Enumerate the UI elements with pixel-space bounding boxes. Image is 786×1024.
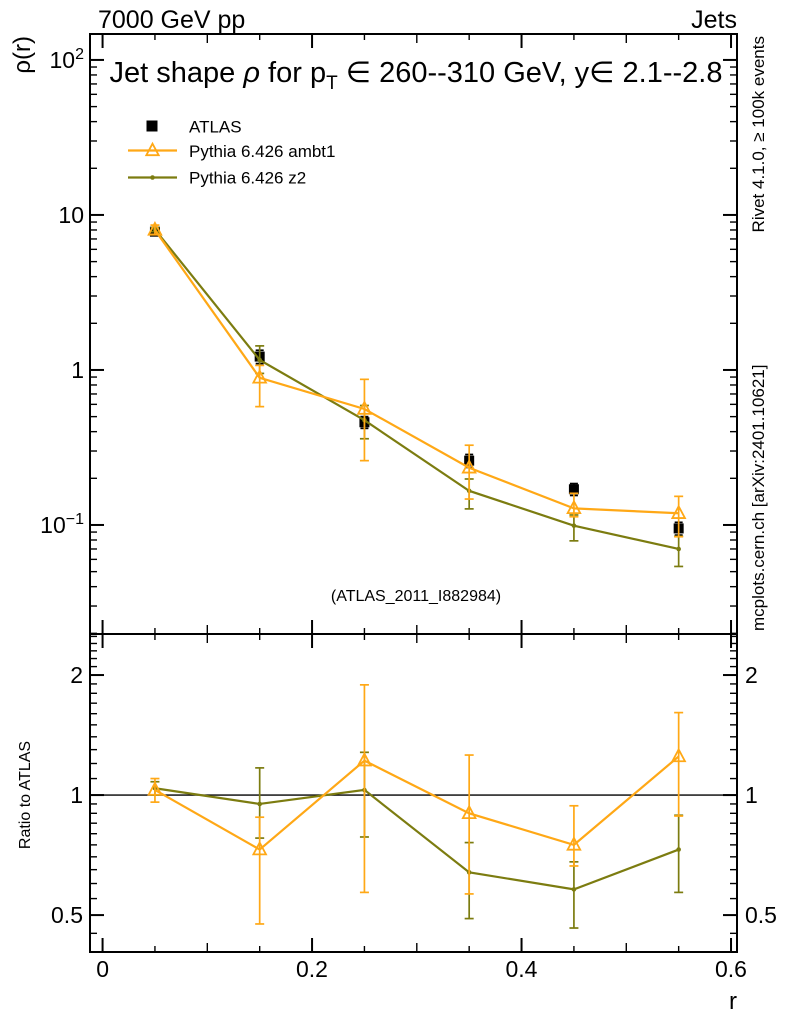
y-tick-label-1 xyxy=(71,357,84,383)
tick-base: 1 xyxy=(71,357,84,383)
ratio-tick-right-2: 2 xyxy=(745,662,758,688)
y-tick-label-0p1 xyxy=(40,511,84,538)
axes-frames-and-ticks xyxy=(90,34,737,952)
title-part: for p xyxy=(259,57,327,89)
x-tick-label-0p6: 0.6 xyxy=(715,956,747,982)
x-tick-label-0: 0 xyxy=(96,956,109,982)
title-part: Jet shape xyxy=(109,57,244,89)
tick-base: 10 xyxy=(49,47,76,73)
legend-square-marker-atlas xyxy=(147,121,158,132)
legend-label-atlas: ATLAS xyxy=(189,117,242,137)
legend-dot-marker-z2 xyxy=(150,175,155,180)
main-y-axis-label: ρ(r) xyxy=(9,36,36,74)
title-rho: ρ xyxy=(243,57,260,89)
ratio-tick-left-2: 2 xyxy=(70,662,83,688)
main-panel-series xyxy=(149,223,685,566)
x-tick-label-0p4: 0.4 xyxy=(505,956,538,982)
title-part: ∈ 260--310 GeV, y∈ 2.1--2.8 xyxy=(337,57,723,89)
tick-exponent: −1 xyxy=(65,511,84,528)
tick-base: 10 xyxy=(58,202,84,228)
analysis-watermark: (ATLAS_2011_I882984) xyxy=(330,588,502,605)
legend xyxy=(128,118,335,188)
ratio-tick-right-1: 1 xyxy=(745,782,758,808)
ratio-y-axis-label: Ratio to ATLAS xyxy=(17,740,34,850)
ratio-tick-left-1: 1 xyxy=(70,782,83,808)
legend-label-z2: Pythia 6.426 z2 xyxy=(189,168,307,188)
ratio-tick-left-0p5: 0.5 xyxy=(51,902,83,928)
legend-label-ambt1: Pythia 6.426 ambt1 xyxy=(189,142,336,161)
x-tick-label-0p2: 0.2 xyxy=(296,956,328,982)
process-label: Jets xyxy=(691,6,737,34)
x-axis-label: r xyxy=(729,988,737,1015)
beam-energy-label: 7000 GeV pp xyxy=(98,6,246,34)
rivet-version-label: Rivet 4.1.0, ≥ 100k events xyxy=(749,36,768,233)
mcplots-arxiv-label: mcplots.cern.ch [arXiv:2401.10621] xyxy=(749,364,768,631)
y-tick-label-100 xyxy=(50,46,85,73)
tick-base: 10 xyxy=(40,512,66,538)
y-tick-label-10 xyxy=(58,202,84,228)
plot-title xyxy=(110,57,723,94)
ratio-tick-right-0p5: 0.5 xyxy=(745,902,777,928)
title-subscript: T xyxy=(326,73,338,94)
tick-exponent: 2 xyxy=(75,46,84,63)
ratio-panel-series xyxy=(90,685,737,928)
